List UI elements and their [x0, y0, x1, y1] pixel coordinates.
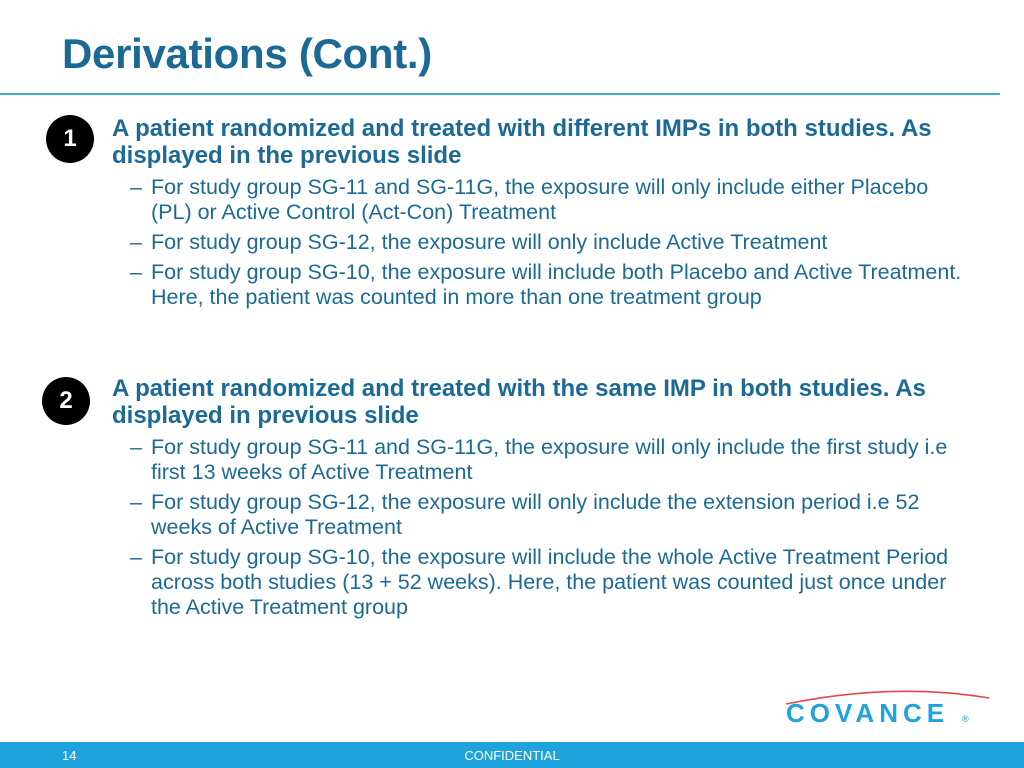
dash-icon: – [130, 545, 142, 569]
bullet-text: For study group SG-10, the exposure will include the whole Active Treatment Period across both studies (13 + 52 weeks). Here, the patient was counted just once under the Active Treatment group [151, 545, 949, 619]
list-item [130, 230, 970, 255]
section-2-heading: A patient randomized and treated with the same IMP in both studies. As displayed in previous slide [112, 375, 926, 429]
bullet-text: For study group SG-10, the exposure will include both Placebo and Active Treatment. Here, the patient was counted in more than one treatment group [151, 260, 962, 309]
section-1-bullets [130, 175, 970, 315]
number-badge-2: 2 [42, 377, 90, 425]
bullet-text: For study group SG-11 and SG-11G, the exposure will only include the first study i.e first 13 weeks of Active Treatment [151, 435, 948, 484]
slide-title: Derivations (Cont.) [62, 30, 432, 77]
title-divider [0, 93, 1000, 95]
bullet-text: For study group SG-11 and SG-11G, the exposure will only include either Placebo (PL) or Active Control (Act-Con) Treatment [151, 175, 929, 224]
dash-icon: – [130, 175, 142, 199]
covance-logo [784, 688, 994, 728]
list-item [130, 435, 970, 485]
dash-icon: – [130, 230, 142, 254]
bullet-text: For study group SG-12, the exposure will only include the extension period i.e 52 weeks of Active Treatment [151, 490, 920, 539]
page-number: 14 [62, 748, 77, 763]
footer-bar [0, 742, 1024, 768]
list-item [130, 260, 970, 310]
list-item [130, 490, 970, 540]
list-item [130, 545, 970, 620]
section-1-heading: A patient randomized and treated with different IMPs in both studies. As displayed in the previous slide [112, 115, 932, 169]
logo-wordmark: COVANCE [786, 698, 950, 728]
list-item [130, 175, 970, 225]
dash-icon: – [130, 435, 142, 459]
dash-icon: – [130, 490, 142, 514]
logo-registered-mark: ® [962, 714, 969, 724]
bullet-text: For study group SG-12, the exposure will only include Active Treatment [151, 230, 828, 254]
section-2-bullets [130, 435, 970, 625]
number-badge-1: 1 [46, 115, 94, 163]
confidential-label: CONFIDENTIAL [464, 748, 560, 763]
dash-icon: – [130, 260, 142, 284]
